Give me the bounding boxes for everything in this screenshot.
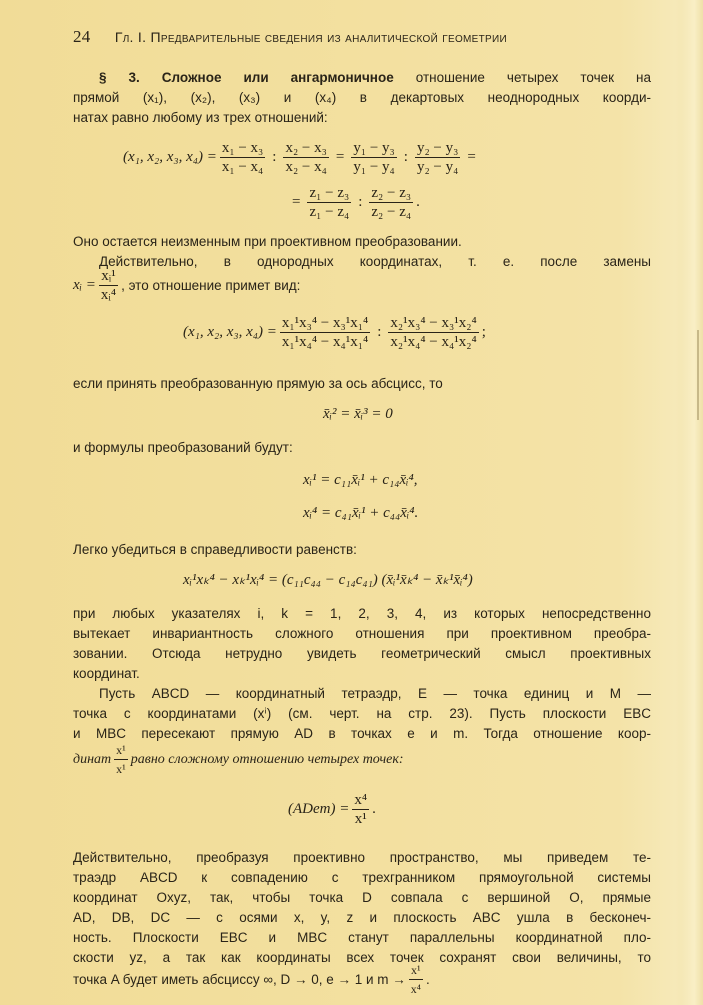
formula-lhs: (x₁, x₂, x₃, x₄) = <box>123 149 217 165</box>
paragraph-line: AD, DB, DC — с осями x, y, z и плоскость ABC ушла в бесконеч- <box>73 910 651 925</box>
fraction: $\frac{\text{x¹}}{\text{x⁴}}$ <box>410 963 421 996</box>
section-heading-line <box>73 68 651 88</box>
section-mark: § 3. <box>99 70 140 85</box>
fraction: $\frac{\text{x₁ − x₃}}{\text{x₁ − x₄}}$ <box>221 140 264 175</box>
paragraph-line: Легко убедиться в справедливости равенств: <box>73 542 357 557</box>
paragraph-line: Действительно, в однородных координатах, т. е. после замены <box>99 254 651 269</box>
paragraph-line: координат. <box>73 666 140 681</box>
paragraph-line: при любых указателях i, k = 1, 2, 3, 4, из которых непосредственно <box>73 606 651 621</box>
running-header <box>73 27 651 47</box>
fraction: $\frac{\text{y₁ − y₃}}{\text{y₁ − y₄}}$ <box>353 140 395 175</box>
paragraph-line: скости yz, а так как координаты всех точек сохранят свои величины, то <box>73 950 651 965</box>
paragraph-line: ность. Плоскости EBC и MBC станут параллельны координатной пло- <box>73 930 651 945</box>
formula-substitution: xᵢ = $\frac{\text{xᵢ¹}}{\text{xᵢ⁴}}$ , это отношение примет вид: <box>73 268 301 303</box>
paragraph-line: и MBC пересекают прямую AD в точках e и m. Тогда отношение коор- <box>73 726 651 741</box>
paragraph-line: и формулы преобразований будут: <box>73 440 293 455</box>
paragraph-line: точка с координатами (xⁱ) (см. черт. на стр. 23). Пусть плоскости EBC <box>73 706 651 721</box>
paragraph-line: зовании. Отсюда нетрудно увидеть геометрический смысл проективных <box>73 646 651 661</box>
formula-transform-2: xᵢ⁴ = c₄₁x̄ᵢ¹ + c₄₄x̄ᵢ⁴. <box>303 505 419 521</box>
paragraph-line: прямой (x₁), (x₂), (x₃) и (x₄) в декартовых неоднородных коорди- <box>73 90 651 105</box>
formula-cross-ratio-z: = $\frac{\text{z₁ − z₃}}{\text{z₁ − z₄}}$ : $\frac{\text{z₂ − z₃}}{\text{z₂ − z₄}}$ . <box>292 185 420 220</box>
formula-adem: (ADem) = $\frac{\text{x⁴}}{\text{x¹}}$ . <box>288 792 376 827</box>
paragraph-line: траэдр ABCD к совпадению с трехгранником прямоугольной системы <box>73 870 651 885</box>
fraction: $\frac{\text{x₂ − x₃}}{\text{x₂ − x₄}}$ <box>285 140 327 175</box>
paragraph-line: натах равно любому из трех отношений: <box>73 110 328 125</box>
section-line1-rest: отношение четырех точек на <box>415 70 651 85</box>
page-edge-mark <box>697 330 699 420</box>
paragraph-line: если принять преобразованную прямую за ось абсцисс, то <box>73 376 443 391</box>
paragraph-line-with-fraction: динат $\frac{\text{x¹}}{\text{x¹}}$ равно сложному отношению четырех точек: <box>73 743 404 776</box>
paragraph-line: координат Oxyz, так, чтобы точка D совпала с вершиной O, прямые <box>73 890 651 905</box>
formula-invariance: xᵢ¹xₖ⁴ − xₖ¹xᵢ⁴ = (c₁₁c₄₄ − c₁₄c₄₁) (x̄ᵢ¹x̄ₖ⁴ − x̄ₖ¹x̄ᵢ⁴) <box>183 572 473 588</box>
fraction: $\frac{\text{x₁¹x₃⁴ − x₃¹x₁⁴}}{\text{x₁¹x₄⁴ − x₄¹x₁⁴}}$ <box>281 315 369 350</box>
running-title: Гл. I. Предварительные сведения из аналитической геометрии <box>114 29 507 45</box>
paragraph-line: вытекает инвариантность сложного отношения при проективном преобра- <box>73 626 651 641</box>
fraction: $\frac{\text{x⁴}}{\text{x¹}}$ <box>354 792 368 827</box>
fraction: $\frac{\text{xᵢ¹}}{\text{xᵢ⁴}}$ <box>100 268 117 303</box>
fraction: $\frac{\text{x¹}}{\text{x¹}}$ <box>116 743 126 776</box>
page-number: 24 <box>73 27 91 46</box>
formula-transform-1: xᵢ¹ = c₁₁x̄ᵢ¹ + c₁₄x̄ᵢ⁴, <box>303 472 418 488</box>
page-edge <box>681 0 703 1005</box>
fraction: $\frac{\text{z₁ − z₃}}{\text{z₁ − z₄}}$ <box>309 185 350 220</box>
paragraph-line: Оно остается неизменным при проективном преобразовании. <box>73 234 462 249</box>
formula-cross-ratio-cartesian: (x₁, x₂, x₃, x₄) = $\frac{\text{x₁ − x₃}}{\text{x₁ − x₄}}$ : $\frac{\text{x₂ − x₃}}{\text{x₂ − x₄}}$ = $\frac{\text{y₁ − y₃}}{\text{y₁ − y₄}}$ : $\frac{\text{y₂ − y₃}}{\text{y₂ − y₄}}$ = <box>123 140 476 175</box>
fraction: $\frac{\text{z₂ − z₃}}{\text{z₂ − z₄}}$ <box>371 185 412 220</box>
formula-axis-condition: x̄ᵢ² = x̄ᵢ³ = 0 <box>323 406 393 422</box>
paragraph-text: , это отношение примет вид: <box>121 278 301 293</box>
paragraph-last-line: точка A будет иметь абсциссу ∞, D → 0, e → 1 и m → $\frac{\text{x¹}}{\text{x⁴}}$ . <box>73 963 430 996</box>
paragraph-line: Действительно, преобразуя проективно пространство, мы приведем те- <box>73 850 651 865</box>
fraction: $\frac{\text{x₂¹x₃⁴ − x₃¹x₂⁴}}{\text{x₂¹x₄⁴ − x₄¹x₂⁴}}$ <box>390 315 477 350</box>
formula-cross-ratio-homogeneous: (x₁, x₂, x₃, x₄) = $\frac{\text{x₁¹x₃⁴ − x₃¹x₁⁴}}{\text{x₁¹x₄⁴ − x₄¹x₁⁴}}$ : $\frac{\text{x₂¹x₃⁴ − x₃¹x₂⁴}}{\text{x₂¹x₄⁴ − x₄¹x₂⁴}}$ ; <box>183 315 486 350</box>
section-title: Сложное или ангармоничное <box>161 70 394 85</box>
fraction: $\frac{\text{y₂ − y₃}}{\text{y₂ − y₄}}$ <box>416 140 459 175</box>
paragraph-line: Пусть ABCD — координатный тетраэдр, E — точка единиц и M — <box>99 686 651 701</box>
